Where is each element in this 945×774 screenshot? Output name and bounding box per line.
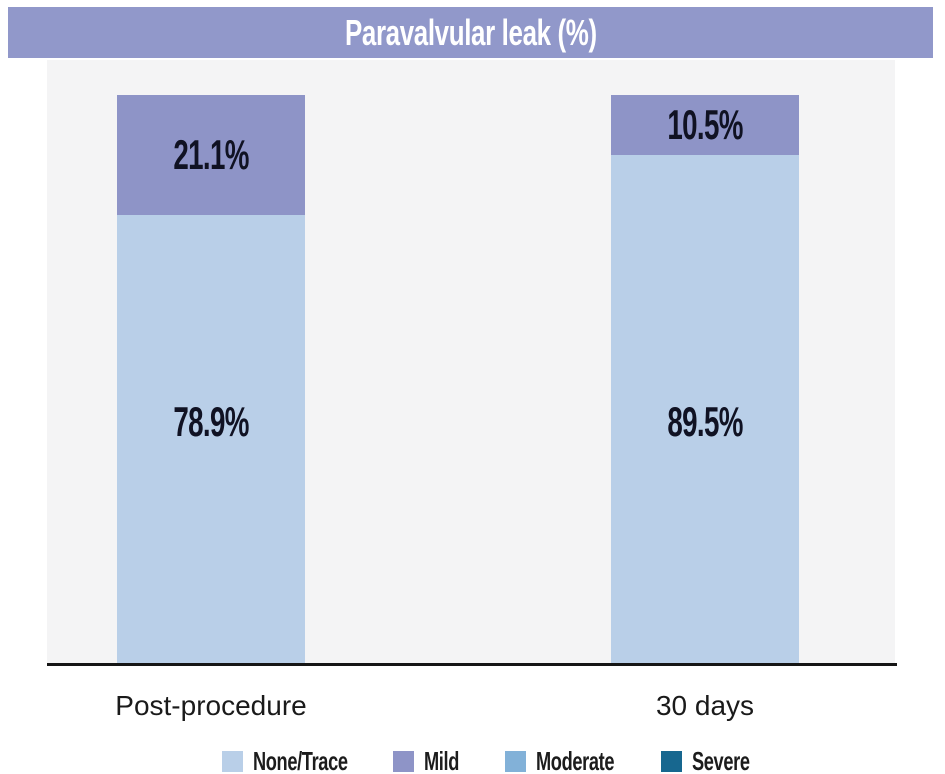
x-axis-line	[47, 663, 897, 666]
legend-label-box	[424, 746, 461, 774]
legend-swatch-mild-icon	[393, 751, 414, 772]
legend-label-box	[536, 746, 617, 774]
value-label-none-trace-wrap	[117, 398, 305, 453]
chart-title-banner	[8, 7, 933, 58]
legend	[222, 746, 754, 774]
value-label-mild: 10.5%	[667, 100, 743, 148]
legend-label-mild: Mild	[424, 746, 459, 774]
bar-post-procedure	[117, 95, 305, 663]
legend-label-severe: Severe	[692, 746, 750, 774]
legend-item-severe	[661, 746, 754, 774]
value-label-none-trace: 78.9%	[173, 398, 249, 445]
legend-swatch-severe-icon	[661, 751, 682, 772]
value-label-none-trace-wrap	[611, 398, 799, 453]
segment-mild	[611, 95, 799, 155]
legend-item-none-trace	[222, 746, 349, 774]
value-label-mild: 21.1%	[173, 130, 249, 178]
legend-item-mild	[393, 746, 461, 774]
legend-label-moderate: Moderate	[536, 746, 615, 774]
legend-swatch-moderate-icon	[505, 751, 526, 772]
legend-label-box	[253, 746, 349, 774]
bar-30-days	[611, 95, 799, 663]
chart-title: Paravalvular leak (%)	[344, 11, 597, 53]
legend-label-box	[692, 746, 754, 774]
segment-mild	[117, 95, 305, 215]
legend-swatch-none-trace-icon	[222, 751, 243, 772]
value-label-none-trace: 89.5%	[667, 398, 743, 445]
x-axis-label-30-days: 30 days	[655, 690, 755, 721]
legend-label-none-trace: None/Trace	[253, 746, 348, 774]
legend-item-moderate	[505, 746, 617, 774]
x-axis-label-post-procedure: Post-procedure	[115, 690, 307, 721]
